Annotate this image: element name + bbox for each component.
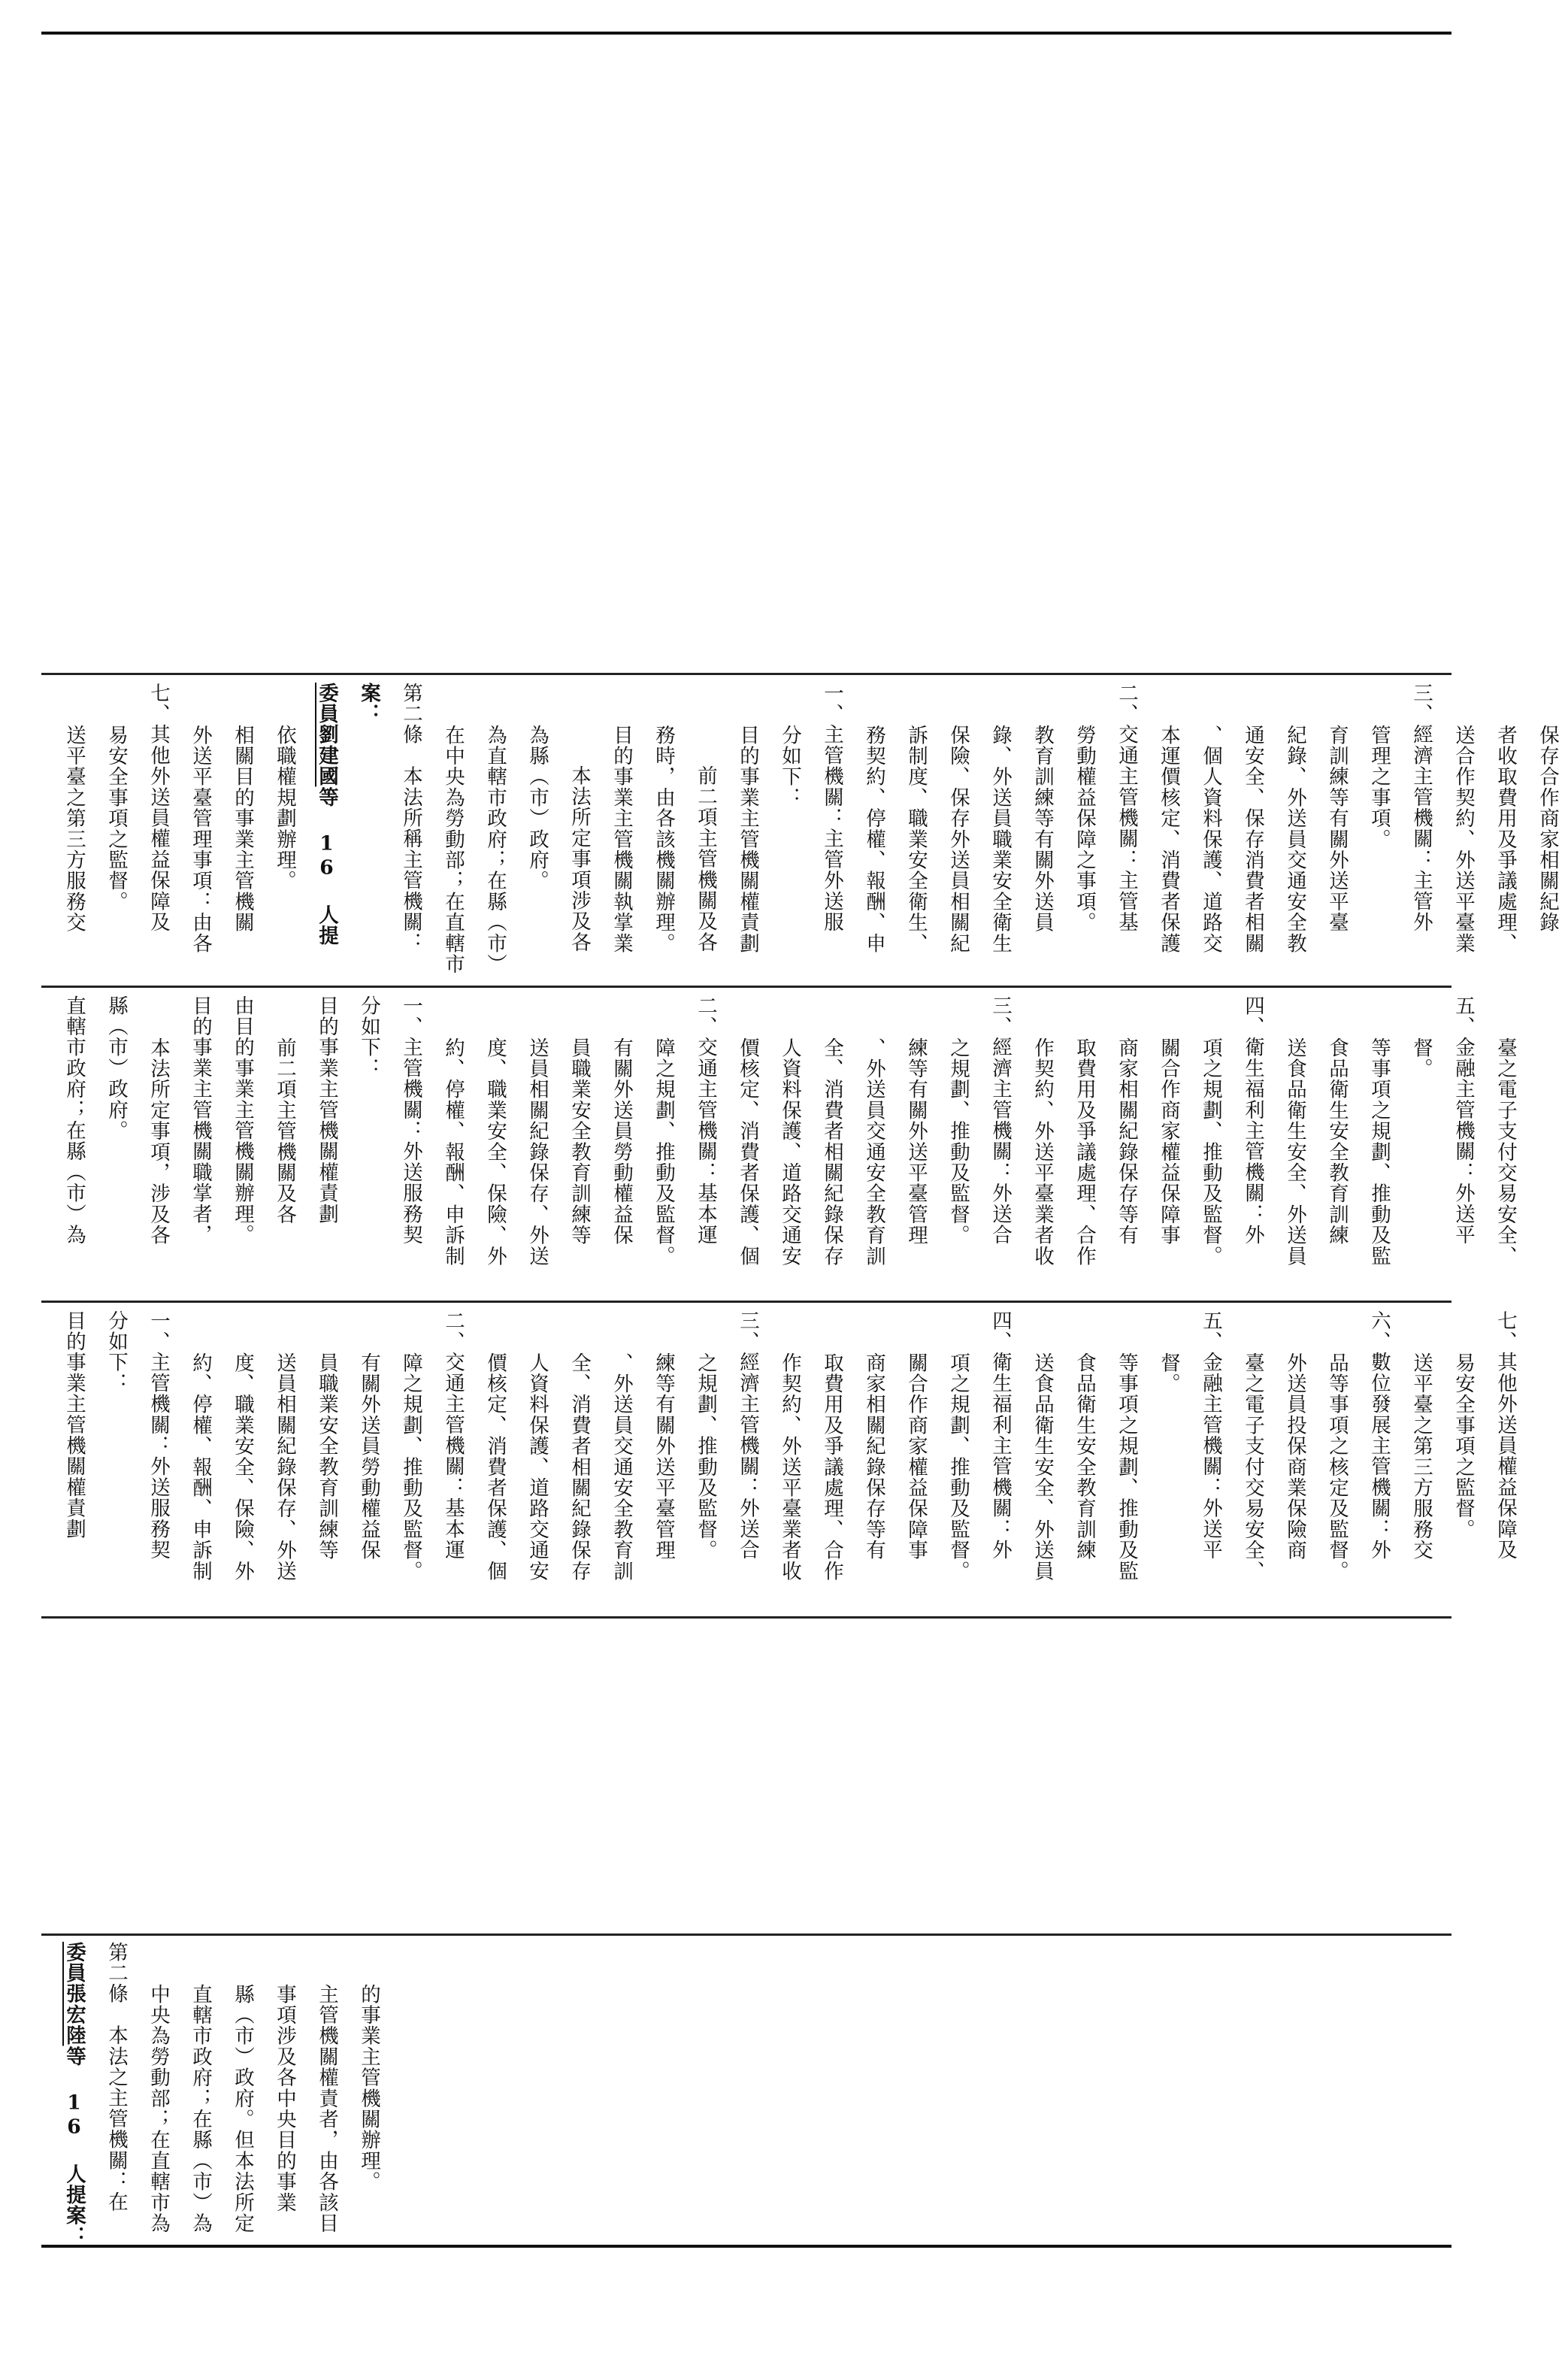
text-line: 商家相關紀錄保存等有 xyxy=(862,1352,885,1561)
text-line: 二、交通主管機關：基本運 xyxy=(694,995,717,1246)
text-line: 全、消費者相關紀錄保存 xyxy=(568,1352,591,1582)
text-line: 全、消費者相關紀錄保存 xyxy=(820,1037,843,1267)
text-line: 第二條 本法之主管機關：在 xyxy=(104,1942,128,2213)
text-line: 關合作商家權益保障事 xyxy=(904,1352,928,1561)
text-line: 直轄市政府；在縣（市）為 xyxy=(189,1984,212,2234)
text-line: 者收取費用及爭議處理、 xyxy=(1494,725,1517,954)
text-line: 育訓練等有關外送平臺 xyxy=(1325,725,1349,933)
text-line: 之規劃、推動及監督。 xyxy=(694,1352,717,1561)
text-line: 五、金融主管機關：外送平 xyxy=(1199,1310,1222,1561)
text-line: 一、主管機關：主管外送服 xyxy=(820,683,843,933)
proposal-title xyxy=(53,1942,95,2365)
text-line: 價核定、消費者保護、個 xyxy=(736,1037,759,1267)
text-line: 的事業主管機關辦理。 xyxy=(357,1984,380,2192)
top-rule xyxy=(41,32,1451,35)
text-line: 二、交通主管機關：基本運 xyxy=(441,1310,465,1561)
text-line: 品等事項之核定及監督。 xyxy=(1325,1352,1349,1582)
text-line: 為直轄市政府；在縣（市） xyxy=(483,725,507,975)
table-border-right xyxy=(41,673,1451,675)
text-line: 四、衛生福利主管機關：外 xyxy=(988,1310,1012,1561)
text-line: 人資料保護、道路交通安 xyxy=(525,1352,549,1582)
text-line: 送員相關紀錄保存、外送 xyxy=(273,1352,296,1582)
text-line: 分如下： xyxy=(778,725,801,808)
text-line: 約、停權、報酬、申訴制 xyxy=(189,1352,212,1582)
proposer-name: 委員劉建國 xyxy=(315,683,338,787)
text-line: 保險、保存外送員相關紀 xyxy=(946,725,970,954)
text-line: 易安全事項之監督。 xyxy=(1451,1352,1475,1540)
text-line: 一、主管機關：外送服務契 xyxy=(147,1310,170,1561)
text-line: 、個人資料保護、道路交 xyxy=(1199,725,1222,954)
text-line: 練等有關外送平臺管理 xyxy=(904,1037,928,1246)
text-line: 等事項之規劃、推動及監 xyxy=(1115,1352,1138,1582)
text-line: 臺之電子支付交易安全、 xyxy=(1241,1352,1264,1582)
text-line: 送平臺之第三方服務交 xyxy=(62,725,86,933)
text-line: 主管機關權責者，由各該目 xyxy=(315,1984,338,2234)
text-line: 督。 xyxy=(1409,1037,1433,1080)
text-line: 、外送員交通安全教育訓 xyxy=(862,1037,885,1267)
text-line: 員職業安全教育訓練等 xyxy=(315,1352,338,1561)
text-line: 目的事業主管機關權責劃 xyxy=(736,725,759,954)
proposal-label: 等 16 人提案： xyxy=(315,683,380,946)
text-line: 縣（市）政府。 xyxy=(104,995,128,1141)
text-line: 勞動權益保障之事項。 xyxy=(1073,725,1096,933)
table-cell-col4 xyxy=(53,683,1559,983)
text-line: 一、主管機關：外送服務契 xyxy=(399,995,422,1246)
proposal-label: 等 16 人提案： xyxy=(62,2046,86,2247)
text-line: 錄、外送員職業安全衛生 xyxy=(988,725,1012,954)
text-line: 送合作契約、外送平臺業 xyxy=(1451,725,1475,954)
text-line: 管理之事項。 xyxy=(1367,725,1391,850)
text-line: 務契約、停權、報酬、申 xyxy=(862,725,885,954)
text-line: 、外送員交通安全教育訓 xyxy=(610,1352,633,1582)
text-line: 六、數位發展主管機關：外 xyxy=(1367,1310,1391,1561)
text-line: 分如下： xyxy=(104,1310,128,1394)
proposer-name: 委員張宏陸 xyxy=(62,1942,86,2046)
text-line: 食品衛生安全教育訓練 xyxy=(1325,1037,1349,1246)
text-line: 目的事業主管機關權責劃 xyxy=(315,995,338,1225)
proposal-title xyxy=(305,683,389,983)
text-line: 送食品衛生安全、外送員 xyxy=(1031,1352,1054,1582)
text-line: 項之規劃、推動及監督。 xyxy=(946,1352,970,1582)
text-line: 關合作商家權益保障事 xyxy=(1157,1037,1180,1246)
text-line: 為縣（市）政府。 xyxy=(525,725,549,892)
table-border-sep1 xyxy=(41,986,1451,988)
text-line: 縣（市）政府。但本法所定 xyxy=(231,1984,254,2234)
text-line: 外送平臺管理事項：由各 xyxy=(189,725,212,954)
text-line: 價核定、消費者保護、個 xyxy=(483,1352,507,1582)
text-line: 之規劃、推動及監督。 xyxy=(946,1037,970,1246)
text-line: 三、經濟主管機關：外送合 xyxy=(988,995,1012,1246)
text-line: 四、衛生福利主管機關：外 xyxy=(1241,995,1264,1246)
text-line: 務時，由各該機關辦理。 xyxy=(652,725,675,954)
text-line: 障之規劃、推動及監督。 xyxy=(399,1352,422,1582)
text-line: 送員相關紀錄保存、外送 xyxy=(525,1037,549,1267)
text-line: 相關目的事業主管機關 xyxy=(231,725,254,933)
text-line: 中央為勞動部；在直轄市為 xyxy=(147,1984,170,2234)
text-line: 前二項主管機關及各 xyxy=(273,1037,296,1225)
text-line: 員職業安全教育訓練等 xyxy=(568,1037,591,1246)
text-line: 二、交通主管機關：主管基 xyxy=(1115,683,1138,933)
text-line: 七、其他外送員權益保障及 xyxy=(1494,1310,1517,1561)
text-line: 事項涉及各中央目的事業 xyxy=(273,1984,296,2213)
table-border-left xyxy=(41,1933,1451,1936)
text-line: 由目的事業主管機關辦理。 xyxy=(231,995,254,1246)
table-border-sep3 xyxy=(41,1616,1451,1619)
text-line: 三、經濟主管機關：外送合 xyxy=(736,1310,759,1561)
text-line: 商家相關紀錄保存等有 xyxy=(1115,1037,1138,1246)
text-line: 項之規劃、推動及監督。 xyxy=(1199,1037,1222,1267)
text-line: 有關外送員勞動權益保 xyxy=(610,1037,633,1246)
text-line: 紀錄、外送員交通安全教 xyxy=(1283,725,1306,954)
text-line: 五、金融主管機關：外送平 xyxy=(1451,995,1475,1246)
text-line: 障之規劃、推動及監督。 xyxy=(652,1037,675,1267)
text-line: 外送員投保商業保險商 xyxy=(1283,1352,1306,1561)
text-line: 食品衛生安全教育訓練 xyxy=(1073,1352,1096,1561)
text-line: 目的事業主管機關執掌業 xyxy=(610,725,633,954)
text-line: 作契約、外送平臺業者收 xyxy=(1031,1037,1054,1267)
text-line: 本法所定事項，涉及各 xyxy=(147,1037,170,1246)
text-line: 在中央為勞動部；在直轄市 xyxy=(441,725,465,975)
text-line: 取費用及爭議處理、合作 xyxy=(820,1352,843,1582)
text-line: 訴制度、職業安全衛生、 xyxy=(904,725,928,954)
table-border-sep2 xyxy=(41,1301,1451,1303)
text-line: 送食品衛生安全、外送員 xyxy=(1283,1037,1306,1267)
text-line: 七、其他外送員權益保障及 xyxy=(147,683,170,933)
text-line: 約、停權、報酬、申訴制 xyxy=(441,1037,465,1267)
text-line: 易安全事項之監督。 xyxy=(104,725,128,913)
text-line: 第二條 本法所稱主管機關： xyxy=(399,683,422,954)
table-cell-col2 xyxy=(53,1310,1517,1613)
text-line: 依職權規劃辦理。 xyxy=(273,725,296,892)
text-line: 三、經濟主管機關：主管外 xyxy=(1409,683,1433,933)
table-cell-col1 xyxy=(53,1942,1443,2365)
text-line: 度、職業安全、保險、外 xyxy=(483,1037,507,1267)
text-line: 取費用及爭議處理、合作 xyxy=(1073,1037,1096,1267)
text-line: 通安全、保存消費者相關 xyxy=(1241,725,1264,954)
text-line: 練等有關外送平臺管理 xyxy=(652,1352,675,1561)
text-line: 本運價核定、消費者保護 xyxy=(1157,725,1180,954)
text-line: 督。 xyxy=(1157,1352,1180,1394)
text-line: 直轄市政府；在縣（市）為 xyxy=(62,995,86,1246)
text-line: 目的事業主管機關職掌者， xyxy=(189,995,212,1246)
text-line: 本法所定事項涉及各 xyxy=(568,765,591,953)
text-line: 等事項之規劃、推動及監 xyxy=(1367,1037,1391,1267)
text-line: 分如下： xyxy=(357,995,380,1079)
text-line: 有關外送員勞動權益保 xyxy=(357,1352,380,1561)
text-line: 目的事業主管機關權責劃 xyxy=(62,1310,86,1540)
text-line: 送平臺之第三方服務交 xyxy=(1409,1352,1433,1561)
text-line: 教育訓練等有關外送員 xyxy=(1031,725,1054,933)
text-line: 度、職業安全、保險、外 xyxy=(231,1352,254,1582)
text-line: 人資料保護、道路交通安 xyxy=(778,1037,801,1267)
text-line: 作契約、外送平臺業者收 xyxy=(778,1352,801,1582)
text-line: 臺之電子支付交易安全、 xyxy=(1494,1037,1517,1267)
table-cell-col3 xyxy=(53,995,1517,1298)
text-line: 保存合作商家相關紀錄 xyxy=(1536,725,1559,933)
text-line: 前二項主管機關及各 xyxy=(694,765,717,953)
